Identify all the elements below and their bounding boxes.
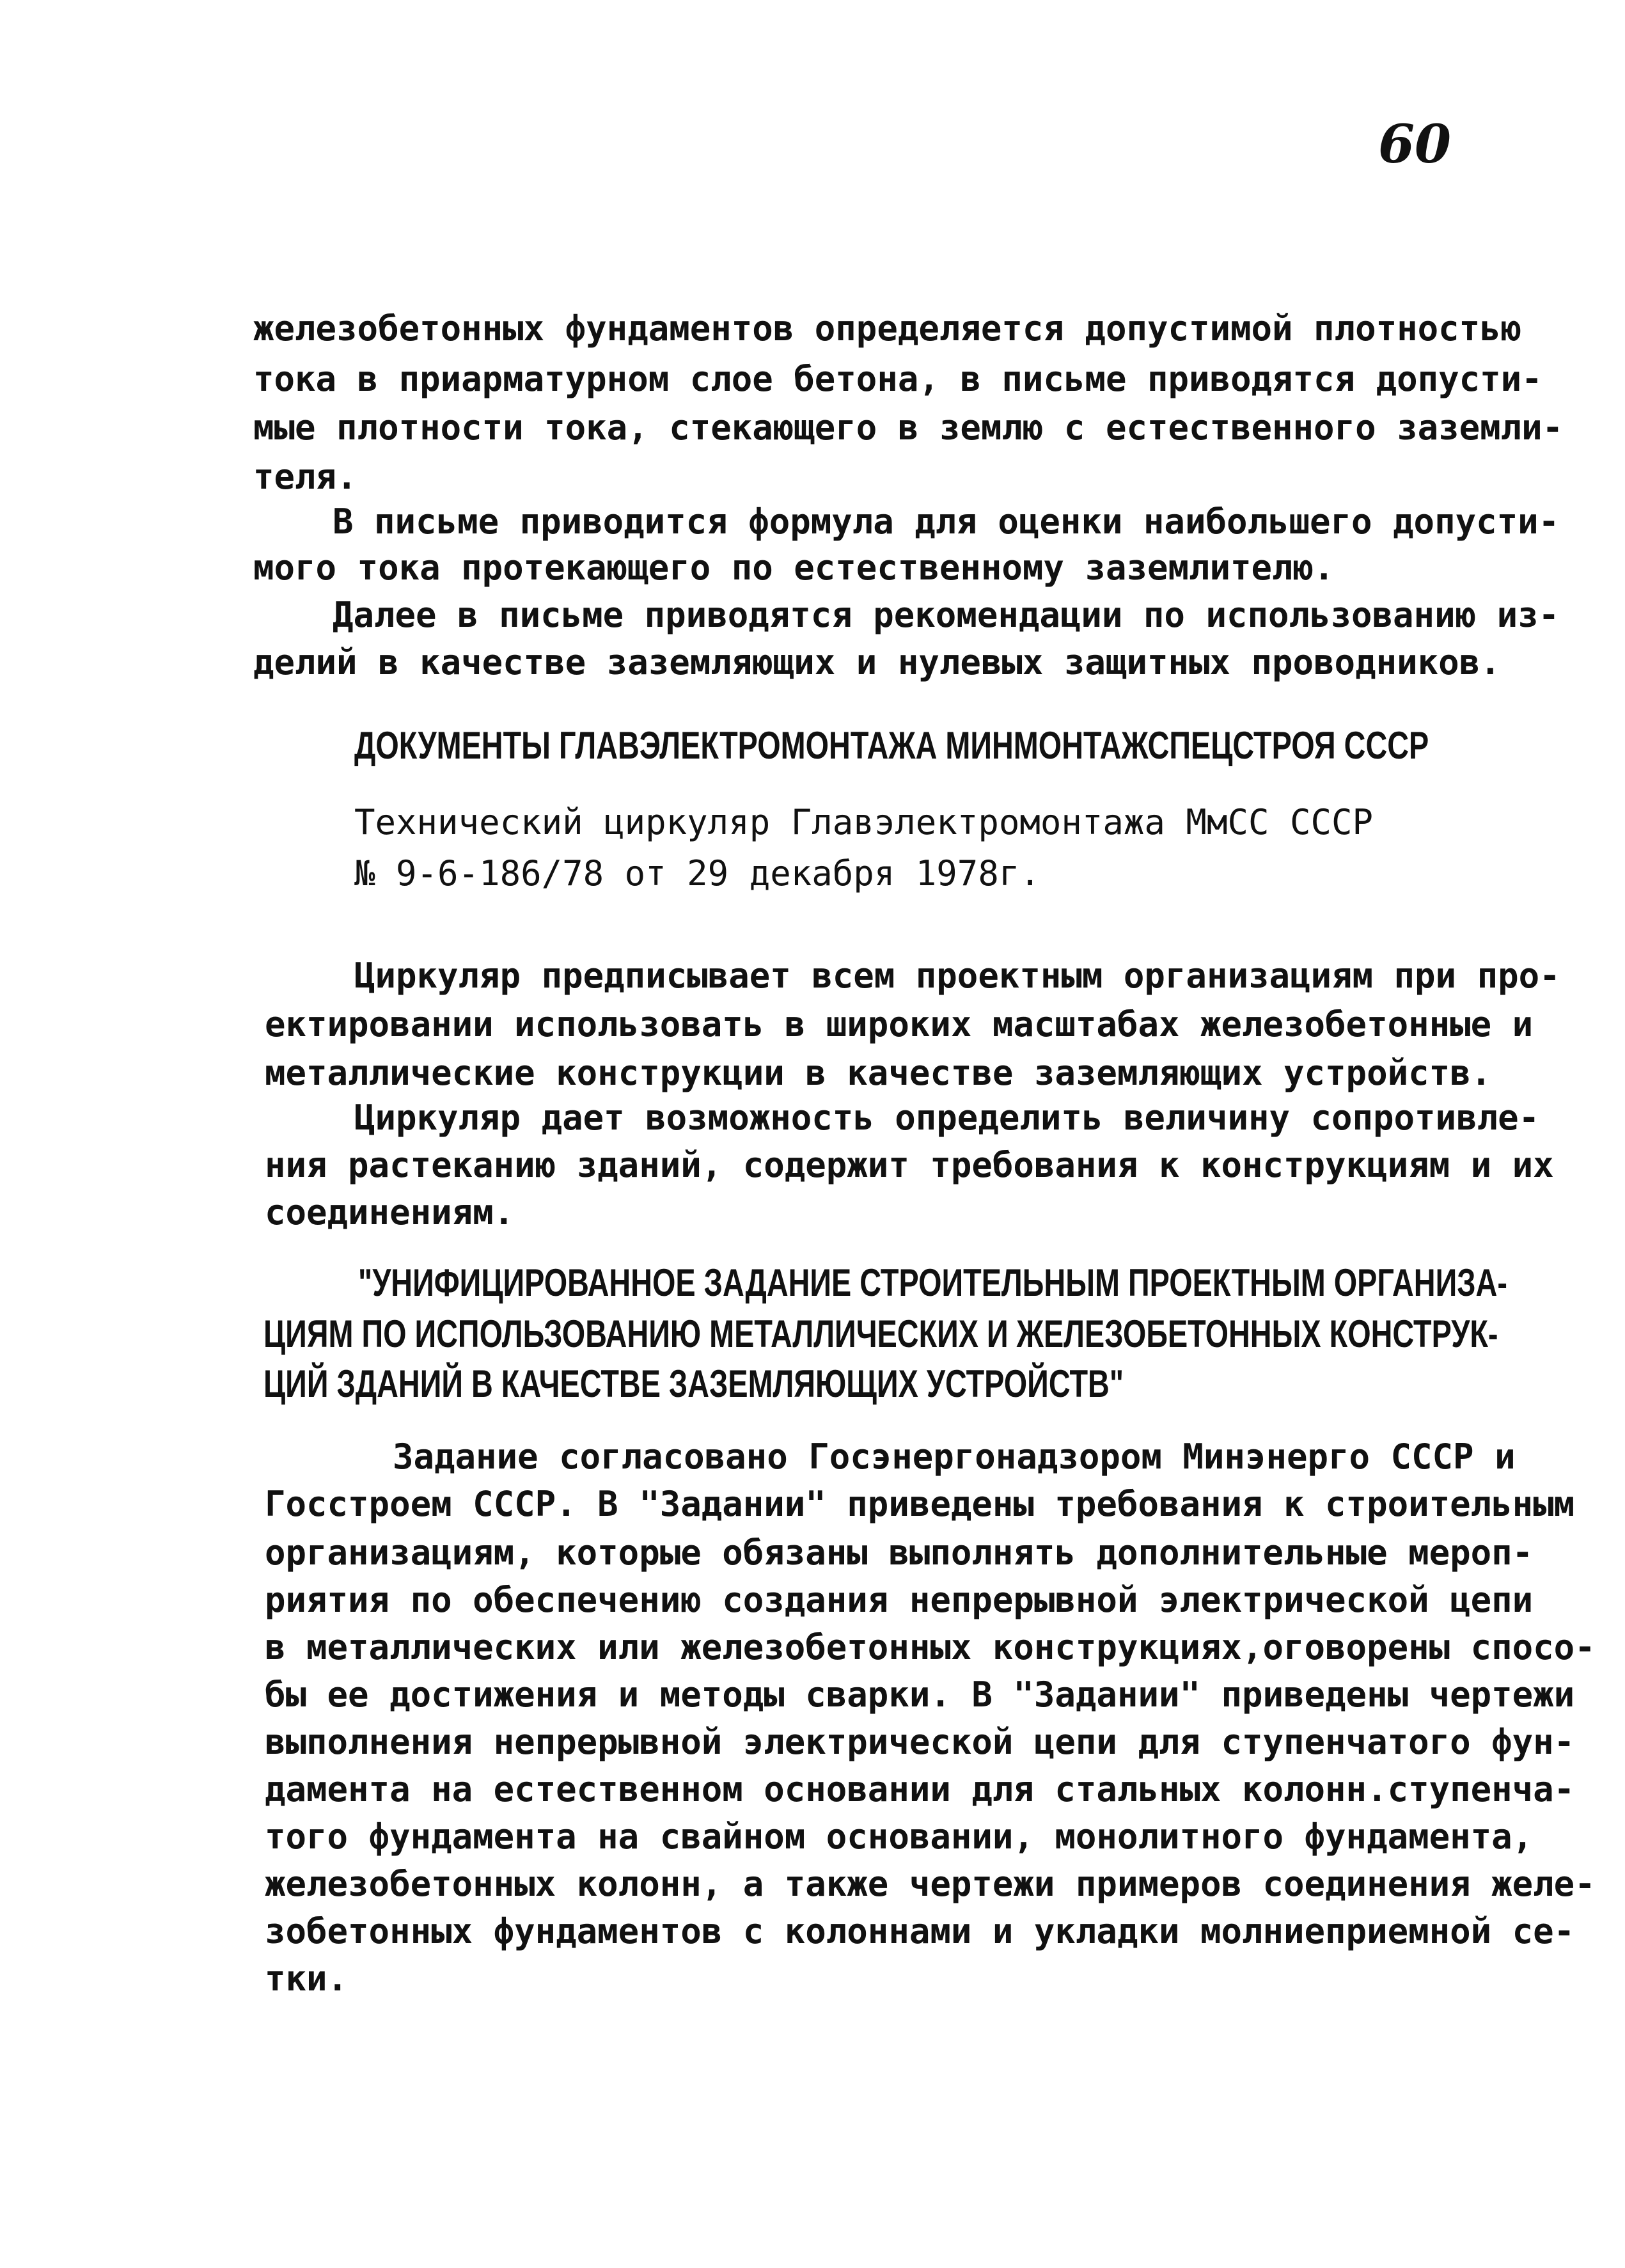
intro-line-3: мые плотности тока, стекающего в землю с естественного заземли- xyxy=(253,407,1564,448)
circular-reference-line-2: № 9-6-186/78 от 29 декабря 1978г. xyxy=(354,853,1040,894)
task-heading-line-1: "УНИФИЦИРОВАННОЕ ЗАДАНИЕ СТРОИТЕЛЬНЫМ ПРОЕКТНЫМ ОРГАНИЗА- xyxy=(358,1261,1507,1304)
task-body-line-12: тки. xyxy=(265,1958,349,1999)
task-heading-line-2: ЦИЯМ ПО ИСПОЛЬЗОВАНИЮ МЕТАЛЛИЧЕСКИХ И ЖЕЛЕЗОБЕТОННЫХ КОНСТРУК- xyxy=(263,1312,1498,1355)
recommendations-paragraph-line-1: Далее в письме приводятся рекомендации по использованию из- xyxy=(333,595,1560,635)
page-number: 60 xyxy=(1378,114,1452,175)
task-heading-line-3: ЦИЙ ЗДАНИЙ В КАЧЕСТВЕ ЗАЗЕМЛЯЮЩИХ УСТРОЙСТВ" xyxy=(263,1362,1124,1405)
task-body-line-6: бы ее достижения и методы сварки. В "Задании" приведены чертежи xyxy=(265,1674,1575,1715)
task-body-line-2: Госстроем СССР. В "Задании" приведены требования к строительным xyxy=(265,1484,1575,1524)
circular-paragraph-1-line-3: металлические конструкции в качестве заземляющих устройств. xyxy=(265,1053,1492,1093)
task-body-line-8: дамента на естественном основании для стальных колонн.ступенча- xyxy=(265,1769,1575,1809)
intro-line-2: тока в приарматурном слое бетона, в письме приводятся допусти- xyxy=(253,359,1543,399)
task-body-line-1: Задание согласовано Госэнергонадзором Минэнерго СССР и xyxy=(393,1437,1516,1477)
recommendations-paragraph-line-2: делий в качестве заземляющих и нулевых защитных проводников. xyxy=(253,642,1501,682)
task-body-line-9: того фундамента на свайном основании, монолитного фундамента, xyxy=(265,1816,1534,1857)
task-body-line-11: зобетонных фундаментов с колоннами и укладки молниеприемной се- xyxy=(265,1911,1575,1951)
circular-paragraph-1-line-2: ектировании использовать в широких масштабах железобетонные и xyxy=(265,1004,1534,1044)
circular-paragraph-2-line-1: Циркуляр дает возможность определить величину сопротивле- xyxy=(354,1098,1540,1138)
circular-reference-line-1: Технический циркуляр Главэлектромонтажа МмСС СССР xyxy=(354,802,1374,842)
intro-line-1: железобетонных фундаментов определяется допустимой плотностью xyxy=(253,308,1522,349)
formula-paragraph-line-1: В письме приводится формула для оценки наибольшего допусти- xyxy=(333,501,1560,542)
circular-paragraph-1-line-1: Циркуляр предписывает всем проектным организациям при про- xyxy=(354,956,1560,996)
task-body-line-3: организациям, которые обязаны выполнять дополнительные мероп- xyxy=(265,1532,1534,1573)
task-body-line-10: железобетонных колонн, а также чертежи примеров соединения желе- xyxy=(265,1864,1596,1904)
formula-paragraph-line-2: мого тока протекающего по естественному заземлителю. xyxy=(253,547,1335,588)
section-heading: ДОКУМЕНТЫ ГЛАВЭЛЕКТРОМОНТАЖА МИНМОНТАЖСПЕЦСТРОЯ СССР xyxy=(354,724,1429,767)
task-body-line-5: в металлических или железобетонных конструкциях,оговорены спосо- xyxy=(265,1627,1596,1667)
intro-line-4: теля. xyxy=(253,457,357,497)
circular-paragraph-2-line-3: соединениям. xyxy=(265,1192,515,1232)
task-body-line-4: риятия по обеспечению создания непрерывной электрической цепи xyxy=(265,1580,1534,1620)
circular-paragraph-2-line-2: ния растеканию зданий, содержит требования к конструкциям и их xyxy=(265,1145,1554,1185)
task-body-line-7: выполнения непрерывной электрической цепи для ступенчатого фун- xyxy=(265,1722,1575,1762)
